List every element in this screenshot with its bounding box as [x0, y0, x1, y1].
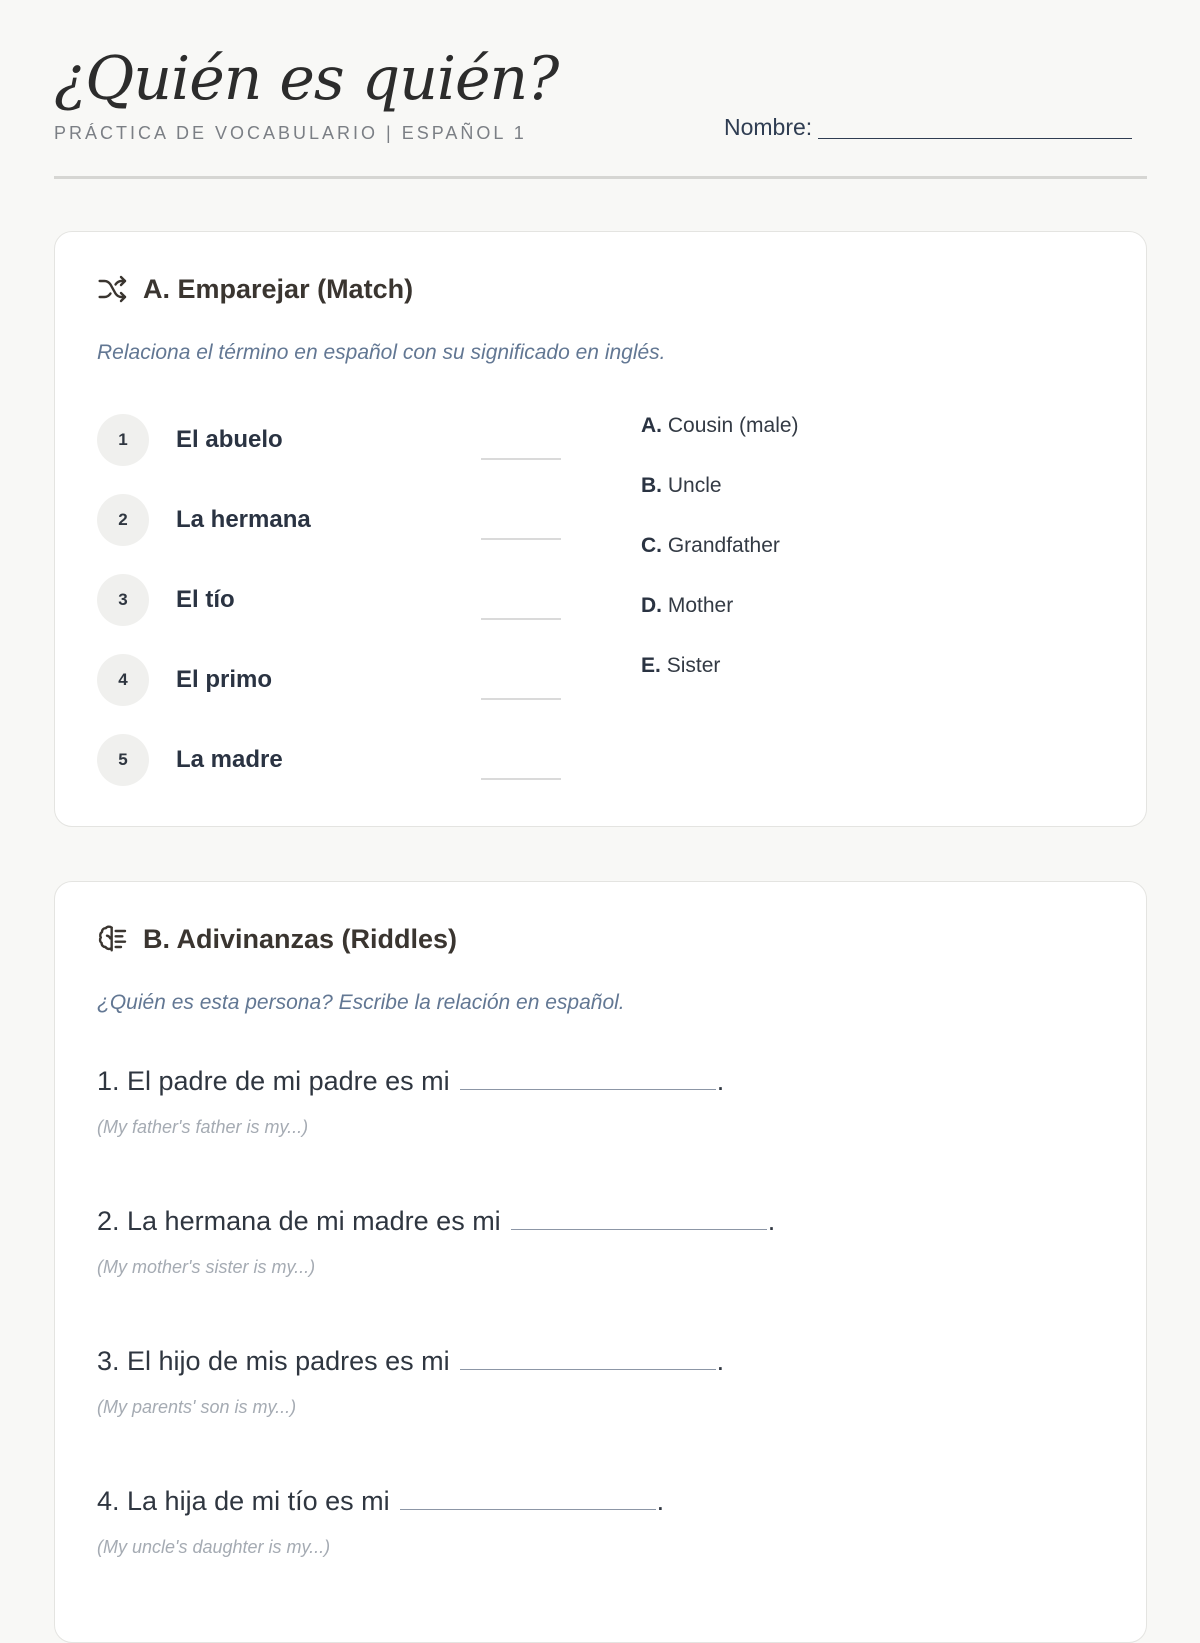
term-number: 4: [97, 654, 149, 706]
term-word: La hermana: [176, 506, 311, 533]
match-answer-blank[interactable]: [481, 538, 561, 540]
term-number: 3: [97, 574, 149, 626]
term-number: 2: [97, 494, 149, 546]
riddle-answer-blank[interactable]: [400, 1508, 656, 1510]
riddle-hint: (My uncle's daughter is my...): [97, 1537, 331, 1557]
riddle-line: [97, 1066, 724, 1097]
match-section-card: [54, 231, 1147, 827]
definition-letter: C.: [641, 534, 662, 557]
riddles-section-title: B. Adivinanzas (Riddles): [143, 923, 458, 954]
riddle-item-4: [97, 1486, 664, 1558]
definition-text: Mother: [667, 594, 734, 617]
definition-letter: D.: [641, 594, 662, 617]
worksheet-header: [54, 0, 1147, 179]
definition-text: Sister: [666, 654, 721, 677]
term-word: La madre: [176, 746, 283, 773]
match-section-title: A. Emparejar (Match): [143, 273, 414, 304]
page-title: ¿Quién es quién?: [54, 44, 559, 114]
riddle-prompt: 4. La hija de mi tío es mi: [97, 1486, 390, 1516]
definition-text: Grandfather: [667, 534, 780, 557]
page-subtitle: PRÁCTICA DE VOCABULARIO | ESPAÑOL 1: [54, 123, 527, 143]
definition-text: Cousin (male): [667, 414, 799, 437]
match-section-heading: [97, 273, 413, 305]
definition-item: [641, 594, 733, 618]
match-answer-blank[interactable]: [481, 618, 561, 620]
riddles-section-heading: [97, 923, 457, 955]
riddle-answer-blank[interactable]: [460, 1368, 716, 1370]
name-input-line[interactable]: [818, 118, 1132, 139]
riddle-period: .: [767, 1206, 776, 1236]
term-row-5: [97, 734, 476, 786]
riddle-answer-blank[interactable]: [460, 1088, 716, 1090]
riddle-hint: (My father's father is my...): [97, 1117, 309, 1137]
term-row-1: [97, 414, 476, 466]
term-number: 5: [97, 734, 149, 786]
match-answer-blank[interactable]: [481, 698, 561, 700]
riddle-period: .: [656, 1486, 665, 1516]
riddle-item-1: [97, 1066, 724, 1138]
worksheet-page: [54, 0, 1147, 1557]
riddle-prompt: 3. El hijo de mis padres es mi: [97, 1346, 450, 1376]
riddle-item-3: [97, 1346, 724, 1418]
name-label: Nombre:: [724, 114, 813, 140]
term-row-3: [97, 574, 476, 626]
riddle-answer-blank[interactable]: [511, 1228, 767, 1230]
riddle-prompt: 2. La hermana de mi madre es mi: [97, 1206, 501, 1236]
definition-letter: E.: [641, 654, 661, 677]
definition-item: [641, 654, 720, 678]
riddle-item-2: [97, 1206, 775, 1278]
definition-item: [641, 414, 799, 438]
brain-icon: [97, 923, 129, 955]
term-row-4: [97, 654, 476, 706]
match-instructions: Relaciona el término en español con su significado en inglés.: [97, 341, 666, 364]
riddles-section-card: [54, 881, 1147, 1643]
definition-letter: A.: [641, 414, 662, 437]
riddle-period: .: [716, 1346, 725, 1376]
definition-text: Uncle: [667, 474, 722, 497]
riddle-hint: (My mother's sister is my...): [97, 1257, 316, 1277]
riddle-line: [97, 1486, 664, 1517]
riddle-hint: (My parents' son is my...): [97, 1397, 297, 1417]
name-field[interactable]: [724, 116, 1132, 139]
definition-item: [641, 474, 722, 498]
definition-item: [641, 534, 780, 558]
riddle-period: .: [716, 1066, 725, 1096]
match-answer-blank[interactable]: [481, 458, 561, 460]
riddles-instructions: ¿Quién es esta persona? Escribe la relación en español.: [97, 991, 625, 1014]
riddle-prompt: 1. El padre de mi padre es mi: [97, 1066, 450, 1096]
term-number: 1: [97, 414, 149, 466]
riddle-line: [97, 1346, 724, 1377]
term-word: El tío: [176, 586, 235, 613]
term-word: El primo: [176, 666, 273, 693]
definition-letter: B.: [641, 474, 662, 497]
shuffle-icon: [97, 273, 129, 305]
term-word: El abuelo: [176, 426, 283, 453]
match-answer-blank[interactable]: [481, 778, 561, 780]
riddle-line: [97, 1206, 775, 1237]
term-row-2: [97, 494, 476, 546]
